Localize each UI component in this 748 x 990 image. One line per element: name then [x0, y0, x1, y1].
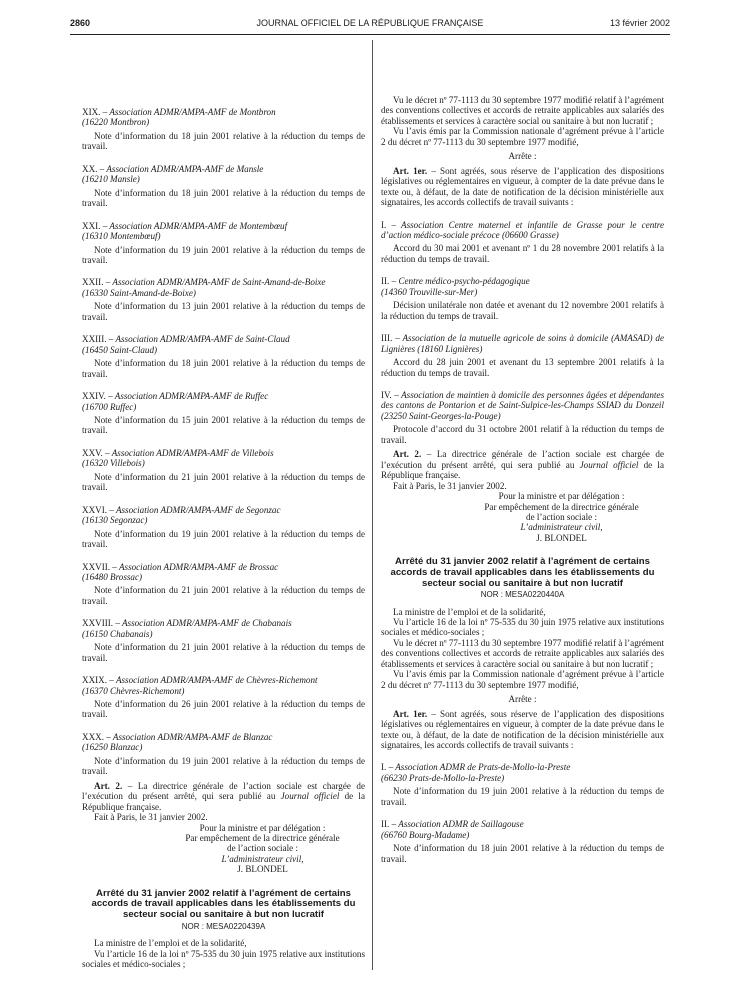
nor-reference: NOR : MESA0220440A [480, 590, 565, 600]
signatory-name: J. BLONDEL [536, 532, 587, 543]
done-at-left: Fait à Paris, le 31 janvier 2002. [94, 812, 208, 823]
item-number: XXIV. – [82, 391, 113, 402]
association-name: Association ADMR/AMPA-AMF de Saint-Claud [115, 334, 290, 345]
association-name: Association ADMR de Prats-de-Mollo-la-Preste [395, 762, 571, 773]
association-heading [82, 107, 365, 128]
association-name: Association ADMR/AMPA-AMF de Brossac [118, 561, 279, 572]
arrete-heading: Arrête : [508, 694, 537, 705]
item-number: XXV. – [82, 447, 110, 458]
association-name: Association ADMR/AMPA-AMF de Segonzac [115, 504, 281, 515]
article-label: Art. 1er. [393, 708, 428, 719]
article-text: – La directrice générale de l’action sociale est chargée de l’exécution du présent arrêté, qui sera publié au [381, 449, 665, 470]
association-name: Association Centre maternel et infantile de Grasse pour le centre d’action médico-sociale précoce (06600 Grasse) [381, 219, 665, 240]
decree-title: Arrêté du 31 janvier 2002 relatif à l’agrément de certains accords de travail applicables dans les établissements du secteur social ou sanitaire à but non lucratif [91, 887, 356, 921]
association-address: (14360 Trouville-sur-Mer) [381, 286, 478, 297]
arrete-heading: Arrête : [508, 151, 537, 162]
page-number: 2860 [70, 18, 91, 28]
signature-line: Par empêchement de la directrice générale [484, 501, 639, 512]
association-heading [82, 448, 365, 469]
item-number: III. – [381, 333, 400, 344]
association-heading [381, 762, 664, 783]
association-name: Association ADMR/AMPA-AMF de Saint-Amand-de-Boixe [112, 277, 326, 288]
item-number: XXX. – [82, 731, 111, 742]
signatory-name: J. BLONDEL [237, 864, 288, 875]
visa-paragraph: Vu le décret nº 77-1113 du 30 septembre 1977 modifié relatif à l’agrément des conventions collectives et accords de retraite applicables aux salariés des établissements et services à caractère social ou sanitaire à but non lucratif ; [381, 95, 664, 126]
association-name: Centre médico-psycho-pédagogique [398, 276, 530, 287]
association-note: Décision unilatérale non datée et avenant du 12 novembre 2001 relatifs à la réduction du temps de travail. [381, 300, 664, 321]
decree-title: Arrêté du 31 janvier 2002 relatif à l’agrément de certains accords de travail applicables dans les établissements du secteur social ou sanitaire à but non lucratif [390, 556, 655, 589]
association-note: Note d’information du 13 juin 2001 relative à la réduction du temps de travail. [82, 301, 365, 322]
association-note: Note d’information du 19 juin 2001 relative à la réduction du temps de travail. [82, 244, 365, 265]
article-text: – Sont agréés, sous réserve de l’application des dispositions législatives ou réglementaires en vigueur, à compter de la date prévue dans le texte ou, à défaut, de la date de notification de la décision ministérielle aux signataires, les accords collectifs de travail suivants : [381, 165, 664, 208]
item-number: XXVII. – [82, 561, 117, 572]
association-heading [82, 221, 365, 242]
signature-block-right [459, 491, 664, 543]
article-text: – La directrice générale de l’action sociale est chargée de l’exécution du présent arrêté, qui sera publié au [82, 780, 366, 802]
association-address: (16480 Brossac) [82, 571, 143, 582]
association-note: Note d’information du 26 juin 2001 relative à la réduction du temps de travail. [82, 699, 365, 720]
association-address: (16330 Saint-Amand-de-Boixe) [82, 287, 196, 298]
journal-title: JOURNAL OFFICIEL DE LA RÉPUBLIQUE FRANÇAISE [256, 18, 484, 28]
association-address: (66760 Bourg-Madame) [381, 829, 470, 840]
item-number: XXIII. – [82, 334, 114, 345]
association-name: Association ADMR/AMPA-AMF de Ruffec [114, 391, 269, 402]
left-column [82, 95, 365, 969]
decree-intro: Vu l’article 16 de la loi nº 75-535 du 30 juin 1975 relative aux institutions sociales et médico-sociales ; [82, 948, 365, 969]
item-number: XXVIII. – [82, 618, 120, 629]
association-name: Association ADMR/AMPA-AMF de Blanzac [112, 731, 273, 742]
item-number: XIX. – [82, 107, 108, 117]
association-name: Association ADMR/AMPA-AMF de Mansle [106, 163, 264, 174]
association-heading [381, 333, 664, 354]
article-2-left [82, 781, 365, 812]
article-text-end: de la République française. [82, 791, 365, 812]
visa-paragraph: Vu l’avis émis par la Commission nationale d’agrément prévue à l’article 2 du décret nº 77-1113 du 30 septembre 1977 modifié, [381, 126, 664, 147]
item-number: XX. – [82, 163, 105, 174]
association-address: (16700 Ruffec) [82, 401, 137, 412]
association-address: (16450 Saint-Claud) [82, 344, 158, 355]
association-name: Association ADMR/AMPA-AMF de Villebois [111, 447, 274, 458]
item-number: I. – [381, 762, 394, 773]
association-note: Accord du 30 mai 2001 et avenant nº 1 du 28 novembre 2001 relatifs à la réduction du temps de travail. [381, 243, 664, 264]
article-label: Art. 2. [393, 449, 422, 460]
issue-date: 13 février 2002 [609, 18, 670, 28]
association-name: Association ADMR de Saillagouse [398, 819, 524, 830]
association-name: Association de maintien à domicile des personnes âgées et dépendantes des cantons de Pontarion et de Saint-Sulpice-les-Champs SSIAD du Donzeil (23250 Saint-Georges-la-Pouge) [381, 389, 664, 421]
association-heading [381, 819, 664, 840]
signature-line: Par empêchement de la directrice générale [185, 833, 340, 844]
association-heading [82, 334, 365, 355]
association-note: Note d’information du 21 juin 2001 relative à la réduction du temps de travail. [82, 585, 365, 606]
article-text-end: de la République française. [381, 459, 664, 481]
decree-intro: Vu le décret nº 77-1113 du 30 septembre 1977 modifié relatif à l’agrément des conventions collectives et accords de retraite applicables aux salariés des établissements et services à caractère social ou sanitaire à but non lucratif ; [381, 637, 664, 669]
decree-intro: La ministre de l’emploi et de la solidarité, [393, 606, 546, 617]
item-number: XXI. – [82, 220, 108, 231]
association-heading [82, 618, 365, 639]
journal-reference: Journal officiel [280, 791, 340, 802]
association-note: Accord du 28 juin 2001 et avenant du 13 septembre 2001 relatifs à la réduction du temps de travail. [381, 357, 664, 378]
article-label: Art. 2. [94, 780, 123, 791]
left-association-list [82, 107, 365, 777]
association-heading [82, 164, 365, 185]
association-note: Note d’information du 19 juin 2001 relative à la réduction du temps de travail. [82, 755, 365, 777]
association-address: (66230 Prats-de-Mollo-la-Preste) [381, 772, 505, 783]
association-address: (16130 Segonzac) [82, 515, 148, 526]
signature-line: Pour la ministre et par délégation : [199, 822, 326, 833]
association-address: (16220 Montbron) [82, 117, 150, 128]
association-address: (16250 Blanzac) [82, 742, 143, 753]
association-address: (16320 Villebois) [82, 458, 145, 469]
association-heading [381, 390, 664, 421]
journal-reference: Journal officiel [579, 459, 639, 470]
decree-intro: Vu l’article 16 de la loi nº 75-535 du 30 juin 1975 relative aux institutions sociales et médico-sociales ; [381, 617, 664, 638]
item-number: II. – [381, 276, 397, 287]
association-heading [82, 562, 365, 583]
association-heading [82, 277, 365, 298]
association-note: Note d’information du 18 juin 2001 relative à la réduction du temps de travail. [381, 843, 664, 864]
association-note: Note d’information du 19 juin 2001 relative à la réduction du temps de travail. [381, 786, 664, 807]
association-note: Note d’information du 18 juin 2001 relative à la réduction du temps de travail. [82, 187, 365, 209]
association-name: Association ADMR/AMPA-AMF de Chèvres-Richemont [115, 675, 318, 686]
article-text: – Sont agréés, sous réserve de l’application des dispositions législatives ou réglementaires en vigueur, à compter de la date prévue dans le texte ou, à défaut, de la date de notification de la décision ministérielle aux signataires, les accords collectifs de travail suivants : [381, 708, 664, 750]
association-heading [381, 276, 664, 297]
nor-reference: NOR : MESA0220439A [181, 921, 266, 931]
decree3-association-list [381, 762, 664, 864]
header-rule [70, 34, 670, 35]
association-heading [82, 732, 365, 753]
column-divider [372, 40, 373, 970]
signature-line: de l’action sociale : [526, 511, 597, 522]
signature-line: Pour la ministre et par délégation : [498, 491, 625, 502]
association-address: (16370 Chèvres-Richemont) [82, 685, 185, 696]
item-number: XXIX. – [82, 675, 114, 686]
association-heading [82, 505, 365, 526]
association-note: Note d’information du 21 juin 2001 relative à la réduction du temps de travail. [82, 642, 365, 663]
association-heading [82, 675, 365, 696]
association-note: Note d’information du 15 juin 2001 relative à la réduction du temps de travail. [82, 414, 365, 436]
association-name: Association ADMR/AMPA-AMF de Chabanais [122, 618, 292, 629]
decree-intro: La ministre de l’emploi et de la solidarité, [94, 938, 247, 949]
done-at-right: Fait à Paris, le 31 janvier 2002. [393, 480, 507, 491]
association-heading [82, 391, 365, 412]
article-1-decree3 [381, 709, 664, 751]
association-address: (16210 Mansle) [82, 174, 140, 185]
item-number: I. – [381, 219, 397, 230]
item-number: II. – [381, 819, 397, 830]
association-name: Association ADMR/AMPA-AMF de Montembœuf [109, 220, 288, 231]
article-2-right [381, 449, 664, 480]
page-header [70, 18, 670, 32]
decree-intro: Vu l’avis émis par la Commission nationale d’agrément prévue à l’article 2 du décret nº 77-1113 du 30 septembre 1977 modifié, [381, 669, 664, 690]
article-1-right [381, 166, 664, 208]
signature-line: L’administrateur civil, [221, 853, 304, 864]
association-address: (16150 Chabanais) [82, 628, 153, 639]
signature-line: L’administrateur civil, [520, 522, 603, 533]
item-number: XXVI. – [82, 504, 114, 515]
signature-block-left [160, 823, 365, 875]
signature-line: de l’action sociale : [227, 843, 298, 854]
association-note: Note d’information du 19 juin 2001 relative à la réduction du temps de travail. [82, 528, 365, 550]
association-note: Protocole d’accord du 31 octobre 2001 relatif à la réduction du temps de travail. [381, 424, 664, 445]
association-heading [381, 220, 664, 241]
association-note: Note d’information du 18 juin 2001 relative à la réduction du temps de travail. [82, 358, 365, 379]
association-note: Note d’information du 18 juin 2001 relative à la réduction du temps de travail. [82, 130, 365, 152]
right-association-list [381, 220, 664, 446]
article-label: Art. 1er. [393, 165, 428, 176]
right-column [381, 95, 664, 864]
association-name: Association de la mutuelle agricole de soins à domicile (AMASAD) de Lignières (18160 Lignières) [381, 333, 664, 354]
association-name: Association ADMR/AMPA-AMF de Montbron [109, 107, 276, 117]
association-note: Note d’information du 21 juin 2001 relative à la réduction du temps de travail. [82, 471, 365, 493]
item-number: IV. – [381, 389, 399, 400]
association-address: (16310 Montembœuf) [82, 231, 161, 242]
item-number: XXII. – [82, 277, 111, 288]
